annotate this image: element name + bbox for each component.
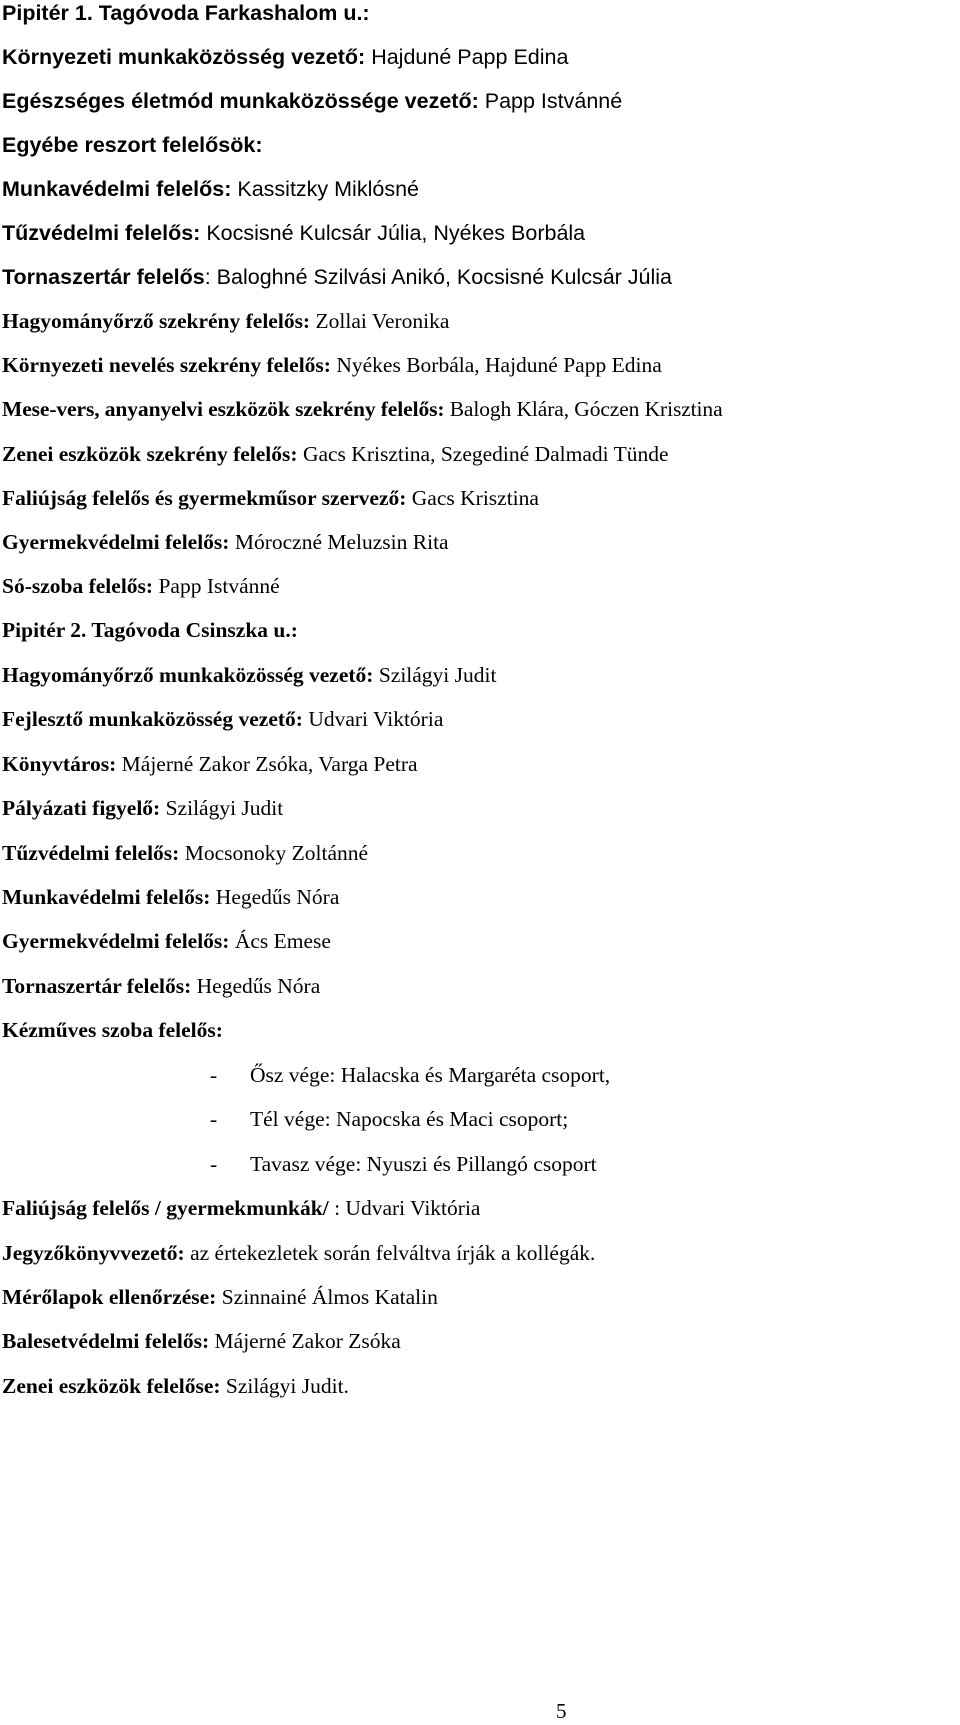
person-value: Hegedűs Nóra — [210, 885, 340, 909]
responsibility-line — [2, 44, 568, 70]
role-label: Környezeti nevelés szekrény felelős: — [2, 353, 331, 377]
responsibility-line — [2, 1373, 349, 1399]
role-label: Faliújság felelős és gyermekműsor szervező: — [2, 486, 407, 510]
responsibility-line — [2, 308, 449, 334]
role-label: Környezeti munkaközösség vezető: — [2, 45, 366, 69]
responsibility-line — [2, 573, 280, 599]
responsibility-line — [2, 840, 368, 866]
bullet-dash: - — [210, 1107, 218, 1131]
role-label: Zenei eszközök felelőse: — [2, 1374, 221, 1398]
role-label: Tornaszertár felelős — [2, 265, 205, 289]
bullet-item — [210, 1062, 610, 1088]
person-value: Móroczné Meluzsin Rita — [229, 530, 449, 554]
bullet-text: Tél vége: Napocska és Maci csoport; — [250, 1107, 569, 1131]
person-value: Nyékes Borbála, Hajduné Papp Edina — [330, 353, 662, 377]
responsibility-line — [2, 795, 283, 821]
person-value: Udvari Viktória — [302, 707, 444, 731]
bullet-text: Ősz vége: Halacska és Margaréta csoport, — [250, 1063, 611, 1087]
responsibility-line — [2, 352, 662, 378]
responsibility-line — [2, 529, 449, 555]
section-heading — [2, 617, 298, 643]
person-value: Hajduné Papp Edina — [365, 45, 569, 69]
responsibility-line — [2, 132, 262, 158]
role-label: Tűzvédelmi felelős: — [2, 841, 180, 865]
person-value: Májerné Zakor Zsóka, Varga Petra — [116, 752, 418, 776]
responsibility-line — [2, 1240, 595, 1266]
role-label: Munkavédelmi felelős: — [2, 177, 232, 201]
bullet-text: Tavasz vége: Nyuszi és Pillangó csoport — [250, 1152, 597, 1176]
person-value: Ács Emese — [229, 929, 331, 953]
role-label: Tűzvédelmi felelős: — [2, 221, 201, 245]
person-value: Balogh Klára, Góczen Krisztina — [444, 397, 723, 421]
role-label: Só-szoba felelős: — [2, 574, 154, 598]
role-label: Balesetvédelmi felelős: — [2, 1329, 210, 1353]
responsibility-line — [2, 662, 496, 688]
bullet-item — [210, 1106, 568, 1132]
role-label: Mese-vers, anyanyelvi eszközök szekrény felelős: — [2, 397, 445, 421]
bullet-dash: - — [210, 1152, 218, 1176]
responsibility-line — [2, 441, 669, 467]
person-value: Szilágyi Judit. — [220, 1374, 349, 1398]
responsibility-line — [2, 220, 585, 246]
role-label: Kézműves szoba felelős: — [2, 1018, 223, 1042]
person-value: Gacs Krisztina, Szegediné Dalmadi Tünde — [297, 442, 669, 466]
person-value: Papp Istvánné — [153, 574, 280, 598]
role-label: Hagyományőrző munkaközösség vezető: — [2, 663, 374, 687]
person-value: Mocsonoky Zoltánné — [179, 841, 369, 865]
responsibility-line — [2, 1328, 401, 1354]
responsibility-line — [2, 928, 331, 954]
role-label: Mérőlapok ellenőrzése: — [2, 1285, 217, 1309]
person-value: Papp Istvánné — [478, 89, 623, 113]
role-label: Egészséges életmód munkaközössége vezető: — [2, 89, 479, 113]
person-value: Hegedűs Nóra — [191, 974, 321, 998]
role-label: Zenei eszközök szekrény felelős: — [2, 442, 298, 466]
section-heading — [2, 0, 370, 26]
person-value: : Udvari Viktória — [328, 1196, 481, 1220]
responsibility-line — [2, 973, 320, 999]
responsibility-line — [2, 884, 339, 910]
responsibility-line — [2, 485, 539, 511]
person-value: Szilágyi Judit — [160, 796, 284, 820]
responsibility-line — [2, 88, 622, 114]
page-number: 5 — [556, 1699, 567, 1723]
person-value: az értekezletek során felváltva írják a kollégák. — [184, 1241, 596, 1265]
heading-text: Pipitér 1. Tagóvoda Farkashalom u.: — [2, 1, 370, 25]
responsibility-line — [2, 1195, 480, 1221]
responsibility-line — [2, 396, 723, 422]
role-label: Jegyzőkönyvvezető: — [2, 1241, 185, 1265]
person-value: Kassitzky Miklósné — [231, 177, 419, 201]
role-label: Munkavédelmi felelős: — [2, 885, 211, 909]
responsibility-line — [2, 176, 419, 202]
person-value: Gacs Krisztina — [406, 486, 539, 510]
role-label: Gyermekvédelmi felelős: — [2, 929, 230, 953]
responsibility-line — [2, 1017, 223, 1043]
person-value: Kocsisné Kulcsár Júlia, Nyékes Borbála — [200, 221, 586, 245]
role-label: Gyermekvédelmi felelős: — [2, 530, 230, 554]
responsibility-line — [2, 1284, 438, 1310]
person-value: Szinnainé Álmos Katalin — [216, 1285, 438, 1309]
responsibility-line — [2, 706, 443, 732]
bullet-item — [210, 1151, 597, 1177]
person-value: Szilágyi Judit — [373, 663, 497, 687]
bullet-dash: - — [210, 1063, 218, 1087]
person-value: Májerné Zakor Zsóka — [209, 1329, 401, 1353]
person-value: Zollai Veronika — [310, 309, 450, 333]
person-value: : Baloghné Szilvási Anikó, Kocsisné Kulcsár Júlia — [204, 265, 673, 289]
role-label: Fejlesztő munkaközösség vezető: — [2, 707, 303, 731]
role-label: Faliújság felelős / gyermekmunkák/ — [2, 1196, 329, 1220]
role-label: Egyébe reszort felelősök: — [2, 133, 263, 157]
responsibility-line — [2, 264, 672, 290]
heading-text: Pipitér 2. Tagóvoda Csinszka u.: — [2, 618, 298, 642]
role-label: Pályázati figyelő: — [2, 796, 161, 820]
role-label: Tornaszertár felelős: — [2, 974, 192, 998]
role-label: Könyvtáros: — [2, 752, 117, 776]
role-label: Hagyományőrző szekrény felelős: — [2, 309, 311, 333]
responsibility-line — [2, 751, 418, 777]
